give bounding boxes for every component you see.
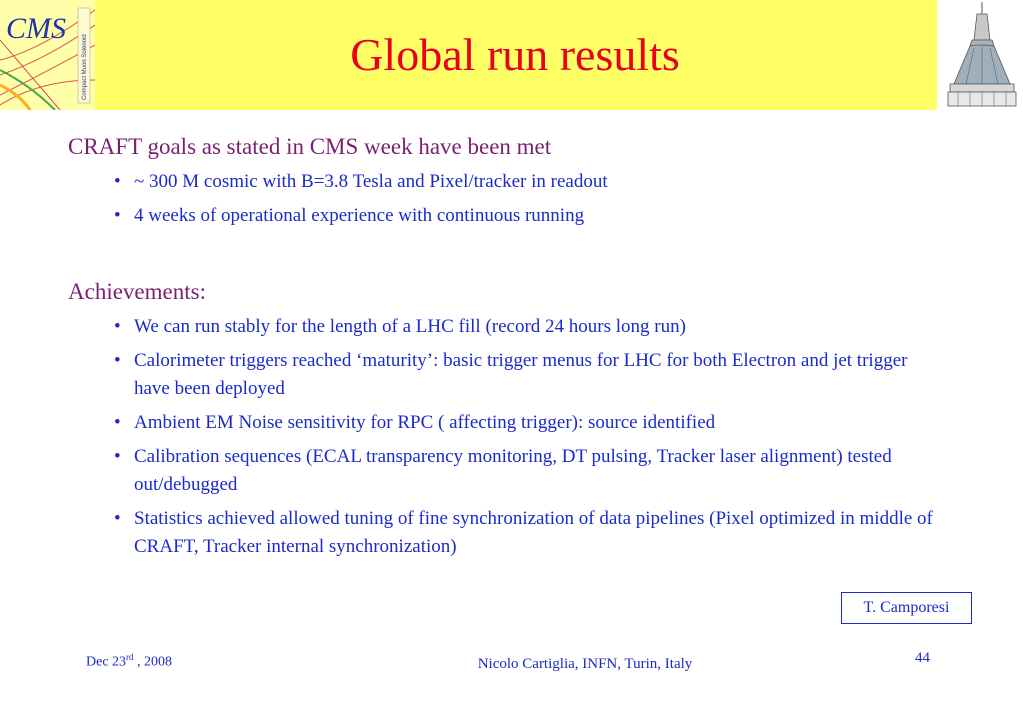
footer-date-prefix: Dec 23	[86, 654, 127, 670]
bullet-text: 4 weeks of operational experience with continuous running	[134, 205, 585, 226]
bullet-icon: •	[114, 350, 121, 371]
bullet-text: Statistics achieved allowed tuning of fine synchronization of data pipelines (Pixel optimized in middle of CRAFT, Tracker internal synchronization)	[134, 508, 933, 557]
bullet-text: Calibration sequences (ECAL transparency monitoring, DT pulsing, Tracker laser alignment) tested out/debugged	[134, 446, 892, 495]
page-number: 44	[915, 650, 930, 666]
bullet-icon: •	[114, 316, 121, 337]
bullet-icon: •	[114, 412, 121, 433]
logo-side-text: Compact Muon Solenoid	[82, 34, 88, 100]
list-item	[114, 202, 934, 230]
bullet-icon: •	[114, 205, 121, 226]
logo-text: CMS	[6, 12, 66, 45]
goals-bullet-list	[114, 168, 934, 236]
list-item	[114, 347, 934, 403]
achievements-bullet-list	[114, 313, 934, 567]
bullet-text: ~ 300 M cosmic with B=3.8 Tesla and Pixel/tracker in readout	[134, 171, 608, 192]
list-item	[114, 443, 934, 499]
bullet-text: We can run stably for the length of a LHC fill (record 24 hours long run)	[134, 316, 686, 337]
bullet-icon: •	[114, 171, 121, 192]
slide-title: Global run results	[350, 29, 680, 80]
footer-presenter: Nicolo Cartiglia, INFN, Turin, Italy	[477, 656, 693, 672]
mole-antonelliana-drawing	[944, 0, 1023, 110]
footer-date-suffix: , 2008	[133, 654, 173, 670]
bullet-text: Calorimeter triggers reached ‘maturity’: basic trigger menus for LHC for both Electron and jet trigger have been deployed	[134, 350, 908, 399]
section-heading-achievements: Achievements:	[68, 279, 206, 304]
author-credit-box: T. Camporesi	[841, 592, 972, 624]
list-item	[114, 409, 934, 437]
list-item	[114, 168, 934, 196]
bullet-text: Ambient EM Noise sensitivity for RPC ( affecting trigger): source identified	[134, 412, 716, 433]
footer-date	[86, 652, 172, 671]
cms-logo	[0, 0, 95, 110]
bullet-icon: •	[114, 446, 121, 467]
section-heading-goals: CRAFT goals as stated in CMS week have been met	[68, 134, 552, 159]
bullet-icon: •	[114, 508, 121, 529]
list-item	[114, 313, 934, 341]
footer-date-superscript: rd	[126, 652, 134, 662]
list-item	[114, 505, 934, 561]
